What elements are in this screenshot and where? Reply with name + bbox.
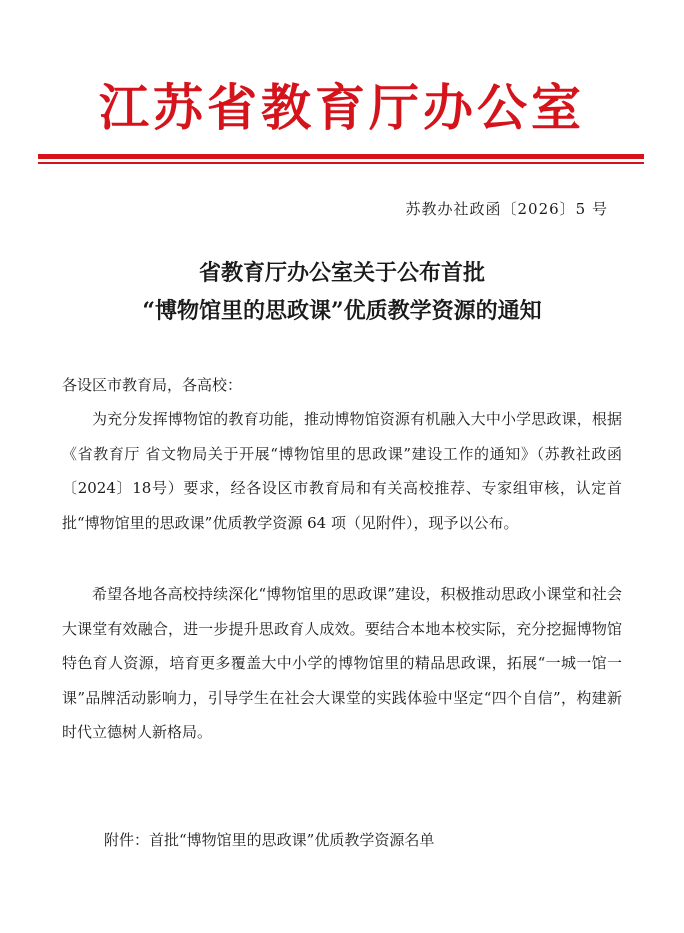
document-title-line2: “博物馆里的思政课”优质教学资源的通知	[142, 298, 542, 324]
masthead-title: 江苏省教育厅办公室	[99, 78, 585, 137]
document-number: 苏教办社政函〔2026〕5 号	[405, 200, 608, 218]
attachment-note: 附件：首批“博物馆里的思政课”优质教学资源名单	[104, 831, 435, 849]
body-paragraph-2: 希望各地各高校持续深化“博物馆里的思政课”建设，积极推动思政小课堂和社会大课堂有效融合，进一步提升思政育人成效。要结合本地本校实际，充分挖掘博物馆特色育人资源，培育更多覆盖大中小学的博物馆里的精品思政课，拓展“一城一馆一课”品牌活动影响力，引导学生在社会大课堂的实践体验中坚定“四个自信”，构建新时代立德树人新格局。	[62, 585, 622, 741]
document-title-line1: 省教育厅办公室关于公布首批	[198, 260, 485, 286]
addressee: 各设区市教育局，各高校：	[62, 376, 243, 394]
masthead-rule-thick	[38, 154, 644, 159]
body-paragraph-1: 为充分发挥博物馆的教育功能，推动博物馆资源有机融入大中小学思政课，根据《省教育厅 省文物局关于开展“博物馆里的思政课”建设工作的通知》（苏教社政函〔2024〕18号）要求，经各设区市教育局和有关高校推荐、专家组审核，认定首批“博物馆里的思政课”优质教学资源 64 项（见附件），现予以公布。	[62, 410, 622, 532]
masthead-rule-thin	[38, 162, 644, 164]
